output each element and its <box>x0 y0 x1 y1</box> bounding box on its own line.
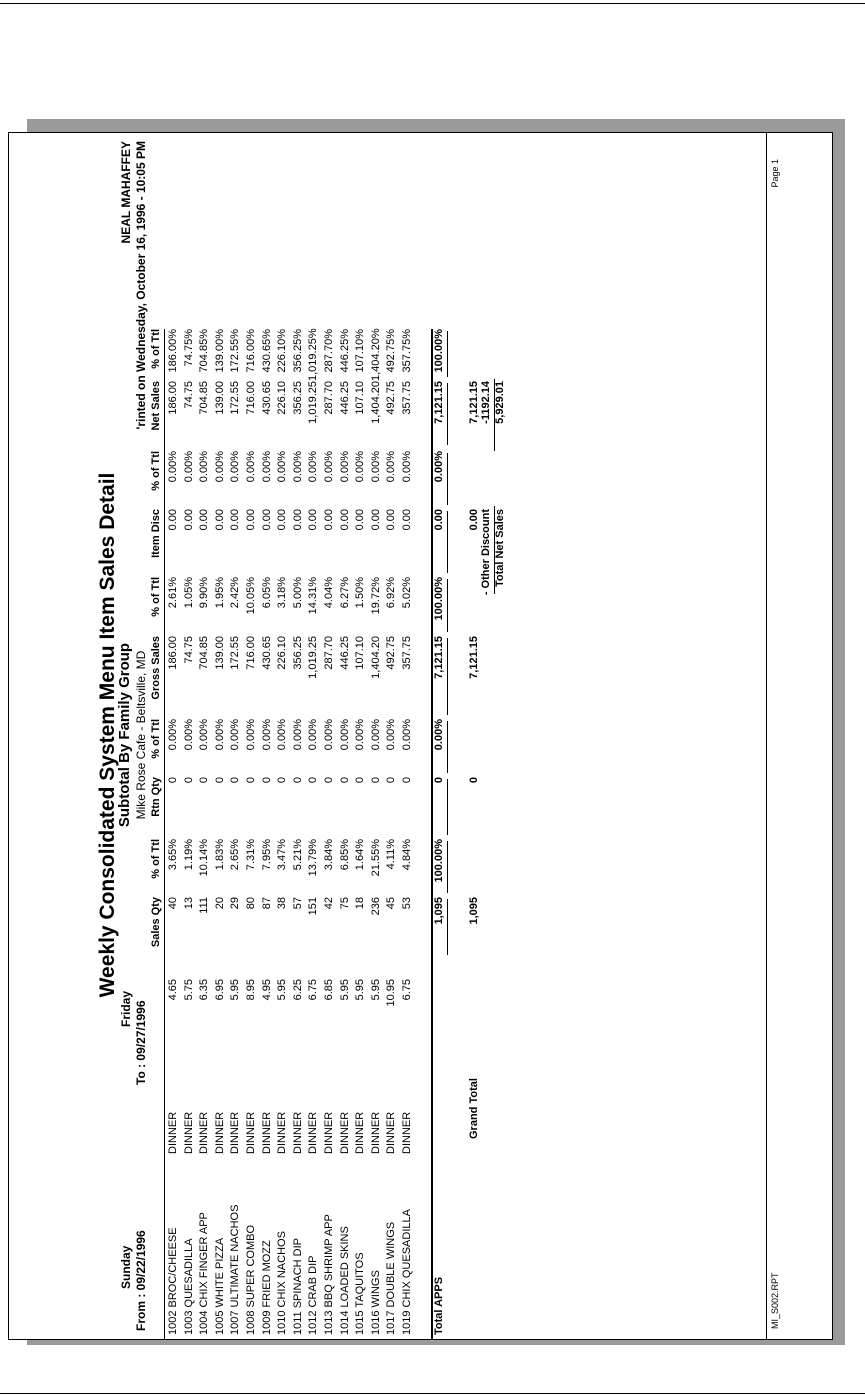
item-name-cell: 1010 CHIX NACHOS <box>276 1231 289 1335</box>
rtn-pct-cell: 0.00% <box>338 719 351 751</box>
grand-total-item-disc: 0.00 <box>468 509 480 531</box>
total-net-sales-label: Total Net Sales <box>494 509 506 588</box>
col-header-gross-pct: % of Ttl <box>150 577 162 617</box>
net-sales-cell: 716.00 <box>245 381 257 415</box>
gross-pct-cell: 14.31% <box>307 577 320 615</box>
price-cell: 10.95 <box>385 979 398 1007</box>
net-sales-cell: 226.10 <box>276 381 289 415</box>
item-disc-cell: 0.00 <box>213 509 226 531</box>
disc-pct-cell: 0.00% <box>198 451 211 483</box>
net-pct-cell: 430.65% <box>260 329 273 373</box>
family-cell: DINNER <box>276 1111 289 1154</box>
rtn-qty-cell: 0 <box>276 777 289 784</box>
rtn-qty-cell: 0 <box>229 777 242 784</box>
total-underline <box>447 579 448 632</box>
family-cell: DINNER <box>260 1111 273 1154</box>
sales-pct-cell: 7.31% <box>245 839 257 871</box>
gross-pct-cell: 19.72% <box>369 577 382 615</box>
rtn-qty-cell: 0 <box>182 777 195 784</box>
sales-pct-cell: 3.47% <box>276 839 289 871</box>
price-cell: 6.95 <box>213 979 226 1001</box>
total-underline <box>447 841 448 893</box>
gross-sales-cell: 186.00 <box>167 636 179 670</box>
disc-pct-cell: 0.00% <box>369 451 382 483</box>
sales-qty-cell: 29 <box>229 897 242 910</box>
price-cell: 5.95 <box>229 979 242 1001</box>
grand-total-gross-sales: 7,121.15 <box>468 636 480 679</box>
family-cell: DINNER <box>213 1111 226 1154</box>
gross-sales-cell: 446.25 <box>338 636 351 670</box>
rtn-qty-cell: 0 <box>323 777 335 784</box>
item-name-cell: 1003 QUESADILLA <box>182 1238 195 1335</box>
net-sales-cell: 107.10 <box>354 381 367 415</box>
item-name-cell: 1017 DOUBLE WINGS <box>385 1221 398 1335</box>
gross-pct-cell: 5.02% <box>401 577 413 609</box>
sales-pct-cell: 3.84% <box>323 839 335 871</box>
rtn-pct-cell: 0.00% <box>213 719 226 751</box>
net-pct-cell: 704.85% <box>198 329 211 373</box>
price-cell: 6.75 <box>307 979 320 1001</box>
gross-pct-cell: 10.05% <box>245 577 257 615</box>
gross-pct-cell: 2.61% <box>167 577 179 609</box>
rtn-pct-cell: 0.00% <box>385 719 398 751</box>
sales-qty-cell: 75 <box>338 897 351 910</box>
family-cell: DINNER <box>229 1111 242 1154</box>
family-cell: DINNER <box>369 1111 382 1154</box>
total-underline <box>447 331 448 377</box>
col-header-sales-qty: Sales Qty <box>150 897 162 948</box>
bottom-rule <box>0 1393 865 1394</box>
item-disc-cell: 0.00 <box>245 509 257 531</box>
price-cell: 4.95 <box>260 979 273 1001</box>
total-sales-qty-cell: 1,095 <box>433 897 445 925</box>
net-pct-cell: 357.75% <box>401 329 413 373</box>
rtn-qty-cell: 0 <box>401 777 413 784</box>
sales-pct-cell: 4.84% <box>401 839 413 871</box>
rtn-pct-cell: 0.00% <box>245 719 257 751</box>
col-header-gross-sales: Gross Sales <box>150 636 162 700</box>
total-item-disc-cell: 0.00 <box>433 509 445 531</box>
footer-page: Page 1 <box>770 159 780 188</box>
gross-pct-cell: 6.27% <box>338 577 351 609</box>
net-sales-cell: 704.85 <box>198 381 211 415</box>
rtn-qty-cell: 0 <box>245 777 257 784</box>
gross-pct-cell: 5.00% <box>291 577 304 609</box>
family-cell: DINNER <box>323 1111 335 1154</box>
grand-total-rtn-qty: 0 <box>468 777 480 784</box>
total-disc-pct-cell: 0.00% <box>433 451 445 483</box>
sales-pct-cell: 1.19% <box>182 839 195 871</box>
net-pct-cell: 139.00% <box>213 329 226 373</box>
net-pct-cell: 492.75% <box>385 329 398 373</box>
total-underline <box>447 511 448 573</box>
family-cell: DINNER <box>401 1111 413 1154</box>
item-disc-cell: 0.00 <box>307 509 320 531</box>
gross-pct-cell: 6.92% <box>385 577 398 609</box>
other-discount-value: -1192.14 <box>480 381 492 424</box>
rtn-pct-cell: 0.00% <box>276 719 289 751</box>
item-disc-cell: 0.00 <box>198 509 211 531</box>
gross-sales-cell: 716.00 <box>245 636 257 670</box>
sales-pct-cell: 7.95% <box>260 839 273 871</box>
sales-qty-cell: 18 <box>354 897 367 910</box>
to-date: To : 09/27/1996 <box>134 1000 148 1085</box>
col-header-item-disc: Item Disc <box>150 509 162 558</box>
item-name-cell: 1004 CHIX FINGER APP <box>198 1212 211 1335</box>
from-date: From : 09/22/1996 <box>134 1230 148 1331</box>
net-pct-cell: 107.10% <box>354 329 367 373</box>
rtn-pct-cell: 0.00% <box>167 719 179 751</box>
price-cell: 8.95 <box>245 979 257 1001</box>
sales-qty-cell: 53 <box>401 897 413 910</box>
printed-timestamp: 'rinted on Wednesday, October 16, 1996 - 10:05 PM <box>134 141 148 430</box>
sales-pct-cell: 1.83% <box>213 839 226 871</box>
gross-pct-cell: 6.05% <box>260 577 273 609</box>
item-disc-cell: 0.00 <box>401 509 413 531</box>
disc-pct-cell: 0.00% <box>385 451 398 483</box>
net-sales-cell: 1,404.20 <box>369 381 382 424</box>
rtn-qty-cell: 0 <box>291 777 304 784</box>
net-sales-cell: 172.55 <box>229 381 242 415</box>
item-name-cell: 1005 WHITE PIZZA <box>213 1237 226 1335</box>
item-disc-cell: 0.00 <box>338 509 351 531</box>
col-header-disc-pct: % of Ttl <box>150 451 162 491</box>
family-cell: DINNER <box>354 1111 367 1154</box>
sales-qty-cell: 80 <box>245 897 257 910</box>
rtn-pct-cell: 0.00% <box>229 719 242 751</box>
other-discount-label: - Other Discount <box>480 509 492 596</box>
family-cell: DINNER <box>167 1111 179 1154</box>
sales-qty-cell: 87 <box>260 897 273 910</box>
total-label: Total APPS <box>433 1276 445 1335</box>
total-underline <box>447 638 448 715</box>
price-cell: 5.95 <box>369 979 382 1001</box>
gross-sales-cell: 1,404.20 <box>369 636 382 679</box>
sales-pct-cell: 2.65% <box>229 839 242 871</box>
sales-pct-cell: 5.21% <box>291 839 304 871</box>
net-sales-cell: 356.25 <box>291 381 304 415</box>
gross-sales-cell: 430.65 <box>260 636 273 670</box>
family-cell: DINNER <box>338 1111 351 1154</box>
grand-total-label: Grand Total <box>468 1078 480 1139</box>
net-pct-cell: 1,019.25% <box>307 328 320 381</box>
rtn-pct-cell: 0.00% <box>354 719 367 751</box>
report-location: Mike Rose Cafe - Beltsville, MD <box>134 650 148 820</box>
item-name-cell: 1016 WINGS <box>369 1270 382 1335</box>
family-cell: DINNER <box>307 1111 320 1154</box>
item-name-cell: 1011 SPINACH DIP <box>291 1237 304 1335</box>
report-subtitle: Subtotal By Family Group <box>116 642 133 828</box>
net-pct-cell: 287.70% <box>323 329 335 373</box>
grand-total-net-sales: 7,121.15 <box>468 381 480 424</box>
item-name-cell: 1009 FRIED MOZZ <box>260 1240 273 1335</box>
sales-qty-cell: 57 <box>291 897 304 910</box>
item-name-cell: 1008 SUPER COMBO <box>245 1224 257 1335</box>
rtn-qty-cell: 0 <box>167 777 179 784</box>
rtn-pct-cell: 0.00% <box>323 719 335 751</box>
gross-pct-cell: 1.05% <box>182 577 195 609</box>
item-name-cell: 1014 LOADED SKINS <box>338 1226 351 1335</box>
gross-sales-cell: 492.75 <box>385 636 398 670</box>
gross-sales-cell: 356.25 <box>291 636 304 670</box>
col-header-net-pct: % of Ttl <box>150 329 162 369</box>
sales-pct-cell: 6.85% <box>338 839 351 871</box>
price-cell: 5.95 <box>354 979 367 1001</box>
net-pct-cell: 186.00% <box>167 329 179 373</box>
disc-pct-cell: 0.00% <box>245 451 257 483</box>
rtn-qty-cell: 0 <box>198 777 211 784</box>
rtn-pct-cell: 0.00% <box>401 719 413 751</box>
rotated-report <box>9 133 832 1339</box>
net-pct-cell: 356.25% <box>291 329 304 373</box>
item-disc-cell: 0.00 <box>323 509 335 531</box>
net-sales-cell: 357.75 <box>401 381 413 415</box>
net-pct-cell: 716.00% <box>245 329 257 373</box>
net-pct-cell: 226.10% <box>276 329 289 373</box>
gross-sales-cell: 226.10 <box>276 636 289 670</box>
disc-pct-cell: 0.00% <box>307 451 320 483</box>
top-rule <box>0 3 865 4</box>
rtn-pct-cell: 0.00% <box>307 719 320 751</box>
grand-total-sales-qty: 1,095 <box>468 897 480 925</box>
disc-pct-cell: 0.00% <box>229 451 242 483</box>
sales-pct-cell: 1.64% <box>354 839 367 871</box>
rtn-pct-cell: 0.00% <box>182 719 195 751</box>
sales-qty-cell: 45 <box>385 897 398 910</box>
item-disc-cell: 0.00 <box>276 509 289 531</box>
disc-pct-cell: 0.00% <box>401 451 413 483</box>
disc-pct-cell: 0.00% <box>323 451 335 483</box>
item-name-cell: 1002 BROC/CHEESE <box>167 1227 179 1335</box>
sales-qty-cell: 20 <box>213 897 226 910</box>
price-cell: 6.35 <box>198 979 211 1001</box>
report-user: NEAL MAHAFFEY <box>119 141 133 244</box>
gross-pct-cell: 2.42% <box>229 577 242 609</box>
net-sales-cell: 74.75 <box>182 381 195 409</box>
sales-pct-cell: 3.65% <box>167 839 179 871</box>
item-disc-cell: 0.00 <box>229 509 242 531</box>
total-underline <box>447 779 448 835</box>
sales-qty-cell: 151 <box>307 897 320 916</box>
gross-sales-cell: 704.85 <box>198 636 211 670</box>
item-disc-cell: 0.00 <box>354 509 367 531</box>
total-underline <box>447 721 448 773</box>
disc-pct-cell: 0.00% <box>291 451 304 483</box>
disc-pct-cell: 0.00% <box>354 451 367 483</box>
net-sales-cell: 139.00 <box>213 381 226 415</box>
col-header-rtn-pct: % of Ttl <box>150 719 162 759</box>
rtn-qty-cell: 0 <box>260 777 273 784</box>
disc-pct-cell: 0.00% <box>276 451 289 483</box>
rtn-qty-cell: 0 <box>307 777 320 784</box>
disc-pct-cell: 0.00% <box>167 451 179 483</box>
gross-sales-cell: 357.75 <box>401 636 413 670</box>
family-cell: DINNER <box>385 1111 398 1154</box>
rtn-qty-cell: 0 <box>385 777 398 784</box>
family-cell: DINNER <box>245 1111 257 1154</box>
disc-pct-cell: 0.00% <box>260 451 273 483</box>
total-sales-pct-cell: 100.00% <box>433 839 445 883</box>
disc-pct-cell: 0.00% <box>338 451 351 483</box>
total-gross-pct-cell: 100.00% <box>433 577 445 621</box>
price-cell: 5.95 <box>276 979 289 1001</box>
sales-qty-cell: 13 <box>182 897 195 910</box>
sales-pct-cell: 10.14% <box>198 839 211 877</box>
col-header-net-sales: Net Sales <box>150 381 162 431</box>
net-sales-cell: 186.00 <box>167 381 179 415</box>
gross-pct-cell: 1.95% <box>213 577 226 609</box>
rtn-pct-cell: 0.00% <box>369 719 382 751</box>
total-underline <box>447 899 448 955</box>
report-title: Weekly Consolidated System Menu Item Sales Detail <box>96 472 119 998</box>
item-disc-cell: 0.00 <box>385 509 398 531</box>
net-pct-cell: 74.75% <box>182 329 195 367</box>
rtn-qty-cell: 0 <box>213 777 226 784</box>
price-cell: 5.75 <box>182 979 195 1001</box>
family-cell: DINNER <box>198 1111 211 1154</box>
gross-sales-cell: 172.55 <box>229 636 242 670</box>
total-rtn-qty-cell: 0 <box>433 777 445 784</box>
net-pct-cell: 1,404.20% <box>369 328 382 381</box>
total-underline <box>447 453 448 505</box>
col-header-sales-pct: % of Ttl <box>150 839 162 879</box>
gross-pct-cell: 9.90% <box>198 577 211 609</box>
item-name-cell: 1015 TAQUITOS <box>354 1252 367 1335</box>
price-cell: 6.85 <box>323 979 335 1001</box>
gross-sales-cell: 107.10 <box>354 636 367 670</box>
sales-pct-cell: 13.79% <box>307 839 320 877</box>
rtn-qty-cell: 0 <box>354 777 367 784</box>
gross-pct-cell: 1.50% <box>354 577 367 609</box>
sales-qty-cell: 38 <box>276 897 289 910</box>
disc-pct-cell: 0.00% <box>182 451 195 483</box>
sales-qty-cell: 236 <box>369 897 382 916</box>
item-disc-cell: 0.00 <box>167 509 179 531</box>
gross-pct-cell: 3.18% <box>276 577 289 609</box>
net-sales-cell: 492.75 <box>385 381 398 415</box>
gross-sales-cell: 287.70 <box>323 636 335 670</box>
family-cell: DINNER <box>182 1111 195 1154</box>
item-disc-cell: 0.00 <box>291 509 304 531</box>
gross-sales-cell: 74.75 <box>182 636 195 664</box>
footer-file: MI_S002.RPT <box>770 1272 780 1329</box>
disc-pct-cell: 0.00% <box>213 451 226 483</box>
net-sales-cell: 446.25 <box>338 381 351 415</box>
net-sales-cell: 287.70 <box>323 381 335 415</box>
gross-sales-cell: 139.00 <box>213 636 226 670</box>
rtn-pct-cell: 0.00% <box>291 719 304 751</box>
header-rule <box>164 329 165 1339</box>
gross-sales-cell: 1,019.25 <box>307 636 320 679</box>
end-day: Friday <box>119 990 133 1027</box>
net-pct-cell: 172.55% <box>229 329 242 373</box>
item-name-cell: 1007 ULTIMATE NACHOS <box>229 1204 242 1335</box>
rtn-pct-cell: 0.00% <box>198 719 211 751</box>
col-header-rtn-qty: Rtn Qty <box>150 777 162 817</box>
net-sales-cell: 1,019.25 <box>307 381 320 424</box>
total-net-pct-cell: 100.00% <box>433 329 445 373</box>
net-pct-cell: 446.25% <box>338 329 351 373</box>
item-name-cell: 1013 BBQ SHRIMP APP <box>323 1214 335 1335</box>
sales-qty-cell: 40 <box>167 897 179 910</box>
item-disc-cell: 0.00 <box>369 509 382 531</box>
report-page <box>8 132 833 1340</box>
sales-pct-cell: 21.55% <box>369 839 382 877</box>
sales-qty-cell: 42 <box>323 897 335 910</box>
total-rtn-pct-cell: 0.00% <box>433 719 445 751</box>
total-underline <box>447 383 448 445</box>
price-cell: 6.75 <box>401 979 413 1001</box>
total-gross-sales-cell: 7,121.15 <box>433 636 445 679</box>
total-net-sales-cell: 7,121.15 <box>433 381 445 424</box>
net-sales-cell: 430.65 <box>260 381 273 415</box>
rtn-pct-cell: 0.00% <box>260 719 273 751</box>
item-name-cell: 1019 CHIX QUESADILLA <box>401 1209 413 1335</box>
family-cell: DINNER <box>291 1111 304 1154</box>
item-disc-cell: 0.00 <box>260 509 273 531</box>
price-cell: 6.25 <box>291 979 304 1001</box>
rtn-qty-cell: 0 <box>369 777 382 784</box>
sales-pct-cell: 4.11% <box>385 839 398 870</box>
price-cell: 5.95 <box>338 979 351 1001</box>
gross-pct-cell: 4.04% <box>323 577 335 609</box>
total-net-sales-value: 5,929.01 <box>494 381 506 424</box>
start-day: Sunday <box>119 1245 133 1289</box>
price-cell: 4.65 <box>167 979 179 1001</box>
sales-qty-cell: 111 <box>198 897 211 914</box>
item-name-cell: 1012 CRAB DIP <box>307 1255 320 1335</box>
rtn-qty-cell: 0 <box>338 777 351 784</box>
footer-rule <box>766 133 767 1339</box>
item-disc-cell: 0.00 <box>182 509 195 531</box>
